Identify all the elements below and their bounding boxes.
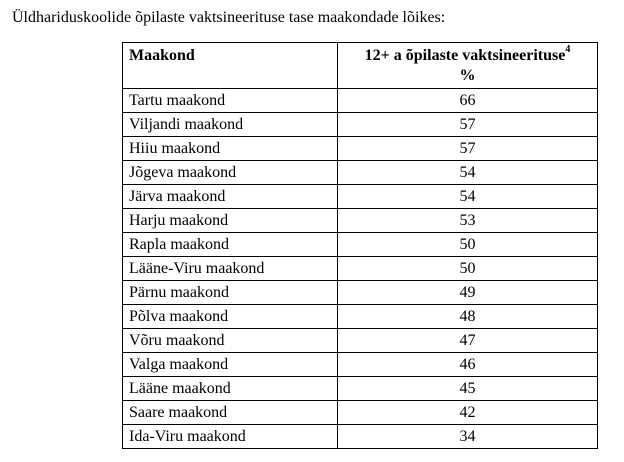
county-cell: Valga maakond — [123, 353, 338, 377]
header-rate — [338, 43, 598, 89]
rate-cell: 54 — [338, 185, 598, 209]
county-cell: Saare maakond — [123, 401, 338, 425]
table-row — [123, 257, 598, 281]
table-row — [123, 425, 598, 449]
rate-cell: 57 — [338, 113, 598, 137]
rate-cell: 50 — [338, 257, 598, 281]
table-caption: Üldhariduskoolide õpilaste vaktsineerituse tase maakondade lõikes: — [12, 9, 446, 26]
table-row — [123, 377, 598, 401]
county-cell: Pärnu maakond — [123, 281, 338, 305]
rate-cell: 50 — [338, 233, 598, 257]
rate-cell: 46 — [338, 353, 598, 377]
rate-cell: 45 — [338, 377, 598, 401]
table-row — [123, 305, 598, 329]
table-row — [123, 113, 598, 137]
vaccination-table — [122, 42, 598, 449]
header-county: Maakond — [123, 43, 338, 89]
county-cell: Järva maakond — [123, 185, 338, 209]
table-row — [123, 209, 598, 233]
rate-cell: 54 — [338, 161, 598, 185]
county-cell: Rapla maakond — [123, 233, 338, 257]
header-rate-unit: % — [459, 67, 476, 84]
county-cell: Jõgeva maakond — [123, 161, 338, 185]
footnote-marker: 4 — [565, 43, 571, 55]
county-cell: Ida-Viru maakond — [123, 425, 338, 449]
county-cell: Põlva maakond — [123, 305, 338, 329]
county-cell: Lääne-Viru maakond — [123, 257, 338, 281]
table-row — [123, 281, 598, 305]
rate-cell: 34 — [338, 425, 598, 449]
header-rate-label: 12+ a õpilaste vaktsineerituse — [364, 47, 566, 64]
county-cell: Lääne maakond — [123, 377, 338, 401]
rate-cell: 53 — [338, 209, 598, 233]
table-row — [123, 161, 598, 185]
county-cell: Võru maakond — [123, 329, 338, 353]
table-row — [123, 89, 598, 113]
county-cell: Harju maakond — [123, 209, 338, 233]
rate-cell: 48 — [338, 305, 598, 329]
table-row — [123, 185, 598, 209]
table-row — [123, 137, 598, 161]
table-header-row — [123, 43, 598, 89]
table-row — [123, 353, 598, 377]
table-row — [123, 401, 598, 425]
table-row — [123, 233, 598, 257]
rate-cell: 57 — [338, 137, 598, 161]
county-cell: Hiiu maakond — [123, 137, 338, 161]
rate-cell: 42 — [338, 401, 598, 425]
rate-cell: 47 — [338, 329, 598, 353]
table-row — [123, 329, 598, 353]
rate-cell: 49 — [338, 281, 598, 305]
rate-cell: 66 — [338, 89, 598, 113]
county-cell: Viljandi maakond — [123, 113, 338, 137]
county-cell: Tartu maakond — [123, 89, 338, 113]
